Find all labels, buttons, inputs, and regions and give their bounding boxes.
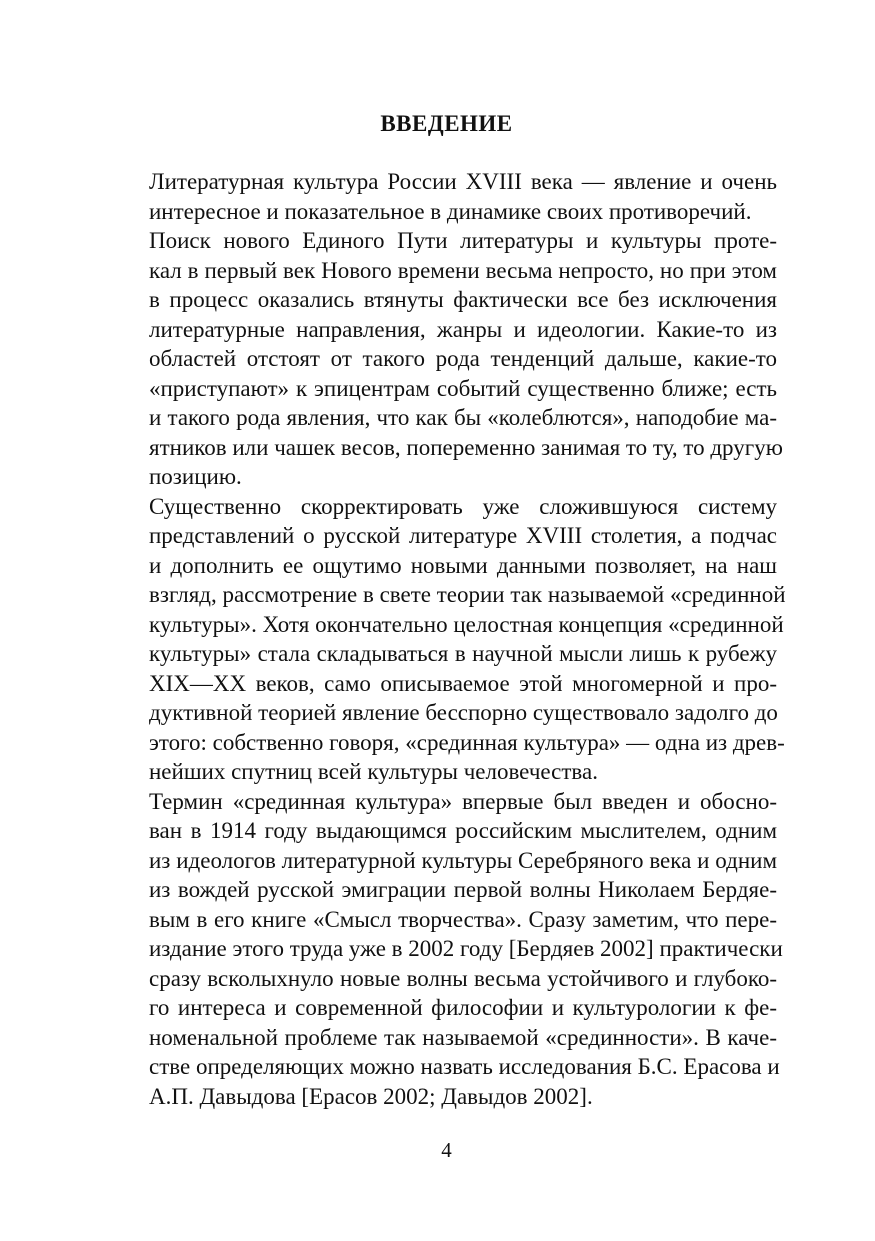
text-line: областей отстоят от такого рода тенденций дальше, какие-то	[149, 346, 777, 371]
body-text	[112, 167, 786, 1111]
text-line: представлений о русской литературе XVIII столетия, а подчас	[149, 523, 777, 548]
page-title: ВВЕДЕНИЕ	[380, 111, 513, 136]
text-line: культуры». Хотя окончательно целостная концепция «срединной	[149, 611, 784, 637]
paragraph-3	[112, 492, 786, 787]
text-line: А.П. Давыдова [Ерасов 2002; Давыдов 2002].	[149, 1083, 593, 1109]
text-line: дуктивной теорией явление бесспорно существовало задолго до	[149, 700, 778, 725]
text-line: кал в первый век Нового времени весьма непросто, но при этом	[149, 257, 777, 283]
paragraph-2	[112, 226, 783, 492]
text-line: и дополнить ее ощутимо новыми данными позволяет, на наш	[149, 552, 777, 578]
text-line: «приступают» к эпицентрам событий существенно ближе; есть	[149, 375, 777, 401]
text-line: Термин «срединная культура» впервые был введен и обосно-	[149, 788, 777, 814]
text-line: номенальной проблеме так называемой «срединности». В каче-	[149, 1024, 777, 1050]
text-line: Литературная культура России XVIII века — явление и очень	[149, 169, 777, 194]
text-line: в процесс оказались втянуты фактически все без исключения	[149, 287, 777, 312]
text-line: из вождей русской эмиграции первой волны Николаем Бердяе-	[149, 877, 777, 902]
page-number: 4	[441, 1138, 452, 1162]
text-line: и такого рода явления, что как бы «колеблются», наподобие ма-	[149, 405, 777, 430]
text-line: издание этого труда уже в 2002 году [Бердяев 2002] практически	[149, 936, 783, 961]
text-line: стве определяющих можно назвать исследования Б.С. Ерасова и	[149, 1054, 780, 1079]
text-line: взгляд, рассмотрение в свете теории так называемой «срединной	[149, 582, 786, 607]
text-line: культуры» стала складываться в научной мысли лишь к рубежу	[149, 641, 777, 666]
text-line: вым в его книге «Смысл творчества». Сразу заметим, что пере-	[149, 906, 777, 932]
text-line: XIX—XX веков, само описываемое этой многомерной и про-	[149, 670, 777, 696]
text-line: ятников или чашек весов, попеременно занимая то ту, то другую	[149, 434, 783, 460]
text-line: позицию.	[149, 464, 242, 489]
text-line: Поиск нового Единого Пути литературы и культуры проте-	[149, 228, 777, 253]
text-line: литературные направления, жанры и идеологии. Какие-то из	[149, 316, 777, 342]
text-line: этого: собственно говоря, «срединная культура» — одна из древ-	[149, 729, 785, 755]
text-line: интересное и показательное в динамике своих противоречий.	[149, 198, 752, 224]
paragraph-4	[112, 787, 783, 1112]
text-line: сразу всколыхнуло новые волны весьма устойчивого и глубоко-	[149, 965, 777, 991]
paragraph-1	[112, 167, 777, 226]
text-line: го интереса и современной философии и культурологии к фе-	[149, 995, 777, 1020]
text-line: из идеологов литературной культуры Серебряного века и одним	[149, 847, 777, 873]
text-line: нейших спутниц всей культуры человечества.	[149, 759, 598, 784]
text-line: ван в 1914 году выдающимся российским мыслителем, одним	[149, 818, 777, 843]
text-line: Существенно скорректировать уже сложившуюся систему	[149, 493, 777, 519]
